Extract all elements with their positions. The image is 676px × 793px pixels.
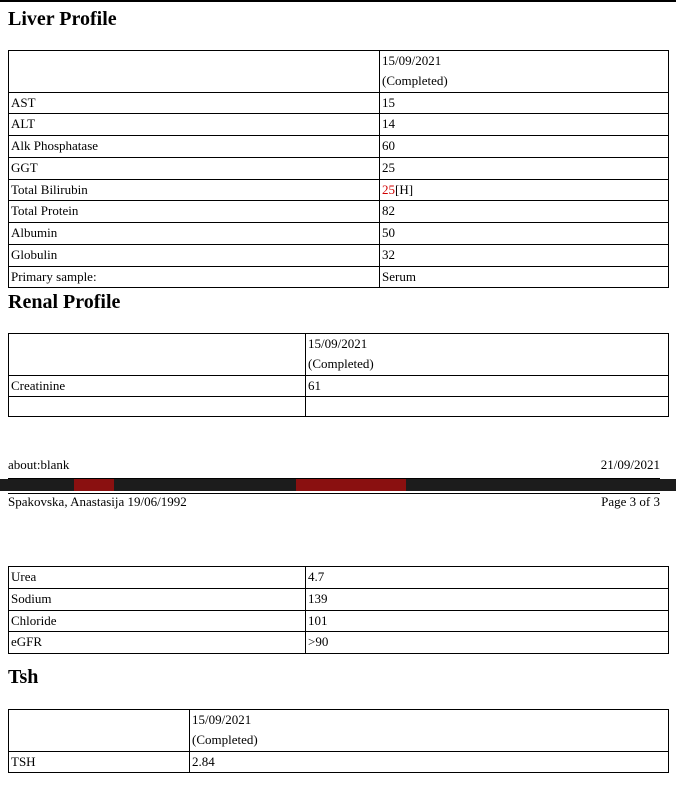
- table-row: [9, 567, 669, 589]
- table-row: [9, 610, 669, 632]
- table-header-row: [9, 51, 669, 93]
- renal-profile-table-top-wrap: [8, 333, 669, 417]
- renal-profile-table-bottom-wrap: [8, 566, 669, 654]
- renal-profile-title-wrap: [8, 291, 120, 314]
- header-date-cell: [190, 710, 669, 752]
- row-label: ALT: [9, 114, 380, 136]
- header-date-cell: [306, 334, 669, 376]
- row-label: Alk Phosphatase: [9, 136, 380, 158]
- header-date: 15/09/2021: [382, 53, 442, 68]
- liver-profile-table-wrap: [8, 50, 669, 288]
- section-title-tsh: Tsh: [8, 666, 39, 688]
- row-label: Total Bilirubin: [9, 179, 380, 201]
- row-label: eGFR: [9, 632, 306, 654]
- tsh-title-wrap: [8, 666, 38, 689]
- liver-profile-table: [8, 50, 669, 288]
- liver-profile-title-wrap: [8, 8, 117, 31]
- table-row: [9, 244, 669, 266]
- header-divider: [8, 493, 660, 494]
- row-label: Urea: [9, 567, 306, 589]
- tsh-table: [8, 709, 669, 773]
- table-row: [9, 266, 669, 288]
- table-header-row: [9, 710, 669, 752]
- table-header-row: [9, 334, 669, 376]
- row-value: 101: [306, 610, 669, 632]
- row-value: 25: [380, 157, 669, 179]
- tsh-table-wrap: [8, 709, 669, 773]
- row-label: TSH: [9, 751, 190, 773]
- page-break-bar: [0, 479, 676, 491]
- page-break-mark: [74, 479, 114, 491]
- renal-profile-table-bottom: [8, 566, 669, 654]
- header-page-number: Page 3 of 3: [601, 494, 660, 509]
- footer-source: about:blank: [8, 457, 70, 472]
- row-label: Total Protein: [9, 201, 380, 223]
- table-row: [9, 223, 669, 245]
- row-value: >90: [306, 632, 669, 654]
- row-label: Globulin: [9, 244, 380, 266]
- row-value: 2.84: [190, 751, 669, 773]
- row-value: 82: [380, 201, 669, 223]
- row-value: 15: [380, 92, 669, 114]
- row-label: Primary sample:: [9, 266, 380, 288]
- header-status: (Completed): [382, 72, 448, 88]
- footer-print-date: 21/09/2021: [600, 457, 660, 472]
- row-value: [306, 397, 669, 417]
- table-row: [9, 114, 669, 136]
- top-divider: [0, 0, 676, 2]
- table-row: [9, 751, 669, 773]
- header-date: 15/09/2021: [308, 336, 368, 351]
- header-status: (Completed): [192, 731, 258, 747]
- page-footer: [8, 457, 660, 473]
- renal-profile-table-top: [8, 333, 669, 417]
- row-label: AST: [9, 92, 380, 114]
- section-title-renal: Renal Profile: [8, 291, 121, 313]
- row-value: 14: [380, 114, 669, 136]
- row-flag: [H]: [395, 181, 414, 197]
- row-value: 50: [380, 223, 669, 245]
- table-row: [9, 588, 669, 610]
- table-row: [9, 136, 669, 158]
- page-break-mark: [296, 479, 406, 491]
- row-value: 139: [306, 588, 669, 610]
- header-blank-cell: [9, 710, 190, 752]
- header-date-cell: [380, 51, 669, 93]
- header-date: 15/09/2021: [192, 712, 252, 727]
- header-status: (Completed): [308, 355, 374, 371]
- row-label: Albumin: [9, 223, 380, 245]
- table-row-abnormal: [9, 179, 669, 201]
- header-patient: Spakovska, Anastasija 19/06/1992: [8, 494, 187, 509]
- section-title-liver: Liver Profile: [8, 8, 117, 30]
- row-label: Chloride: [9, 610, 306, 632]
- row-value: 32: [380, 244, 669, 266]
- row-label: GGT: [9, 157, 380, 179]
- table-row: [9, 92, 669, 114]
- row-value: 61: [306, 375, 669, 397]
- row-value: 60: [380, 136, 669, 158]
- row-label: [9, 397, 306, 417]
- header-blank-cell: [9, 334, 306, 376]
- row-value: Serum: [380, 266, 669, 288]
- row-value: 4.7: [306, 567, 669, 589]
- table-row: [9, 157, 669, 179]
- table-row: [9, 632, 669, 654]
- row-label: Creatinine: [9, 375, 306, 397]
- row-value-abnormal: 25: [382, 181, 395, 197]
- table-row: [9, 375, 669, 397]
- row-label: Sodium: [9, 588, 306, 610]
- page-header: [8, 494, 660, 510]
- table-row: [9, 397, 669, 417]
- table-row: [9, 201, 669, 223]
- header-blank-cell: [9, 51, 380, 93]
- row-value-cell: [380, 179, 669, 201]
